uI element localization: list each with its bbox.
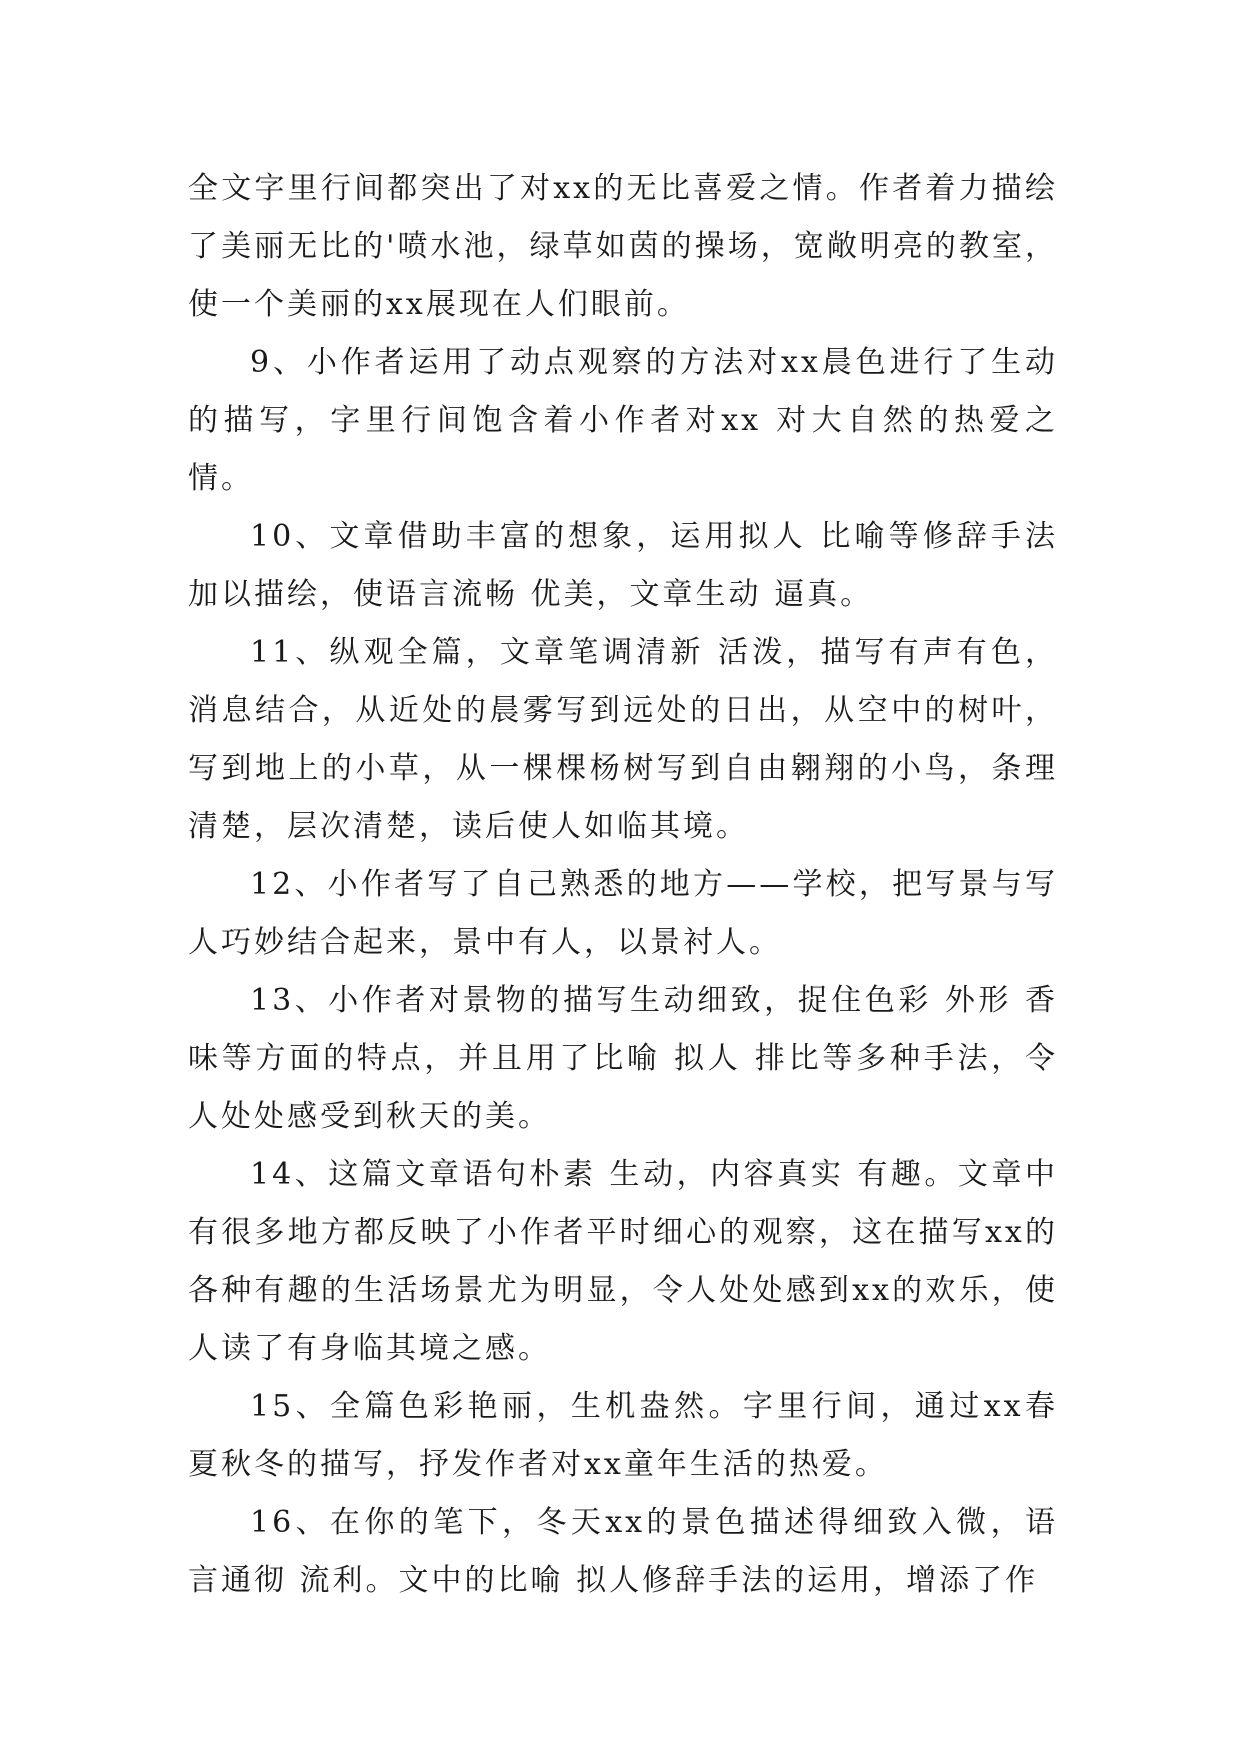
paragraph-11: 11、纵观全篇，文章笔调清新 活泼，描写有声有色，消息结合，从近处的晨雾写到远处的日出，从空中的树叶，写到地上的小草，从一棵棵杨树写到自由翱翔的小鸟，条理清楚，层次清楚，读后使人如临其境。 [188,635,1058,844]
paragraph-13: 13、小作者对景物的描写生动细致，捉住色彩 外形 香味等方面的特点，并且用了比喻 拟人 排比等多种手法，令人处处感受到秋天的美。 [188,983,1058,1134]
paragraph-14: 14、这篇文章语句朴素 生动，内容真实 有趣。文章中有很多地方都反映了小作者平时细心的观察，这在描写xx的各种有趣的生活场景尤为明显，令人处处感到xx的欢乐，使人读了有身临其境之感。 [188,1157,1058,1366]
paragraph-intro: 全文字里行间都突出了对xx的无比喜爱之情。作者着力描绘了美丽无比的'喷水池，绿草如茵的操场，宽敞明亮的教室，使一个美丽的xx展现在人们眼前。 [188,171,1058,322]
paragraph-10: 10、文章借助丰富的想象，运用拟人 比喻等修辞手法加以描绘，使语言流畅 优美，文章生动 逼真。 [188,519,1058,612]
paragraph-12: 12、小作者写了自己熟悉的地方——学校，把写景与写人巧妙结合起来，景中有人，以景衬人。 [188,867,1058,960]
paragraph-16: 16、在你的笔下，冬天xx的景色描述得细致入微，语言通彻 流利。文中的比喻 拟人修辞手法的运用，增添了作 [188,1505,1058,1598]
paragraph-15: 15、全篇色彩艳丽，生机盎然。字里行间，通过xx春夏秋冬的描写，抒发作者对xx童年生活的热爱。 [188,1389,1058,1482]
paragraph-9: 9、小作者运用了动点观察的方法对xx晨色进行了生动的描写，字里行间饱含着小作者对xx 对大自然的热爱之情。 [188,345,1058,496]
document-body [188,160,1058,1610]
